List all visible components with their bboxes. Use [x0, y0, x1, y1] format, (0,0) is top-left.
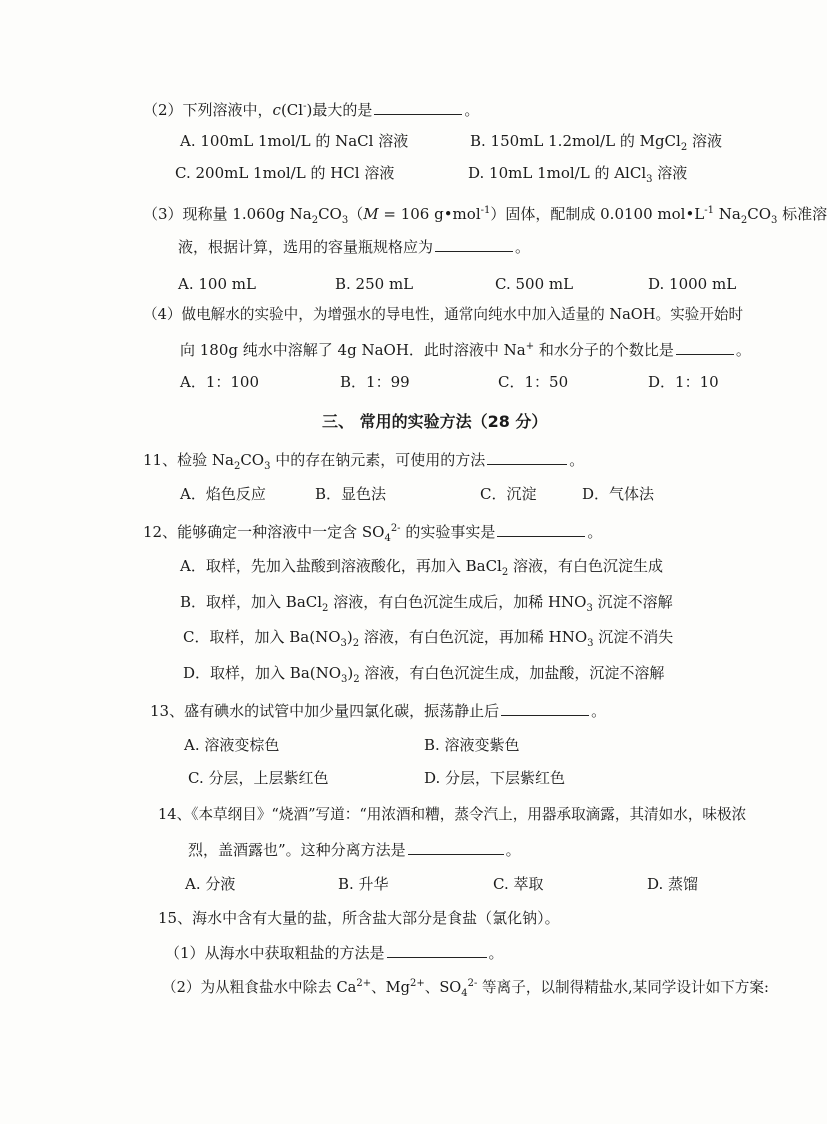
- q2-answer-blank[interactable]: [374, 100, 462, 115]
- q3-line2-end: 。: [515, 238, 531, 256]
- q2-stem-end: 。: [464, 101, 480, 119]
- q3-text-e: ）固体，配制成 0.0100 mol•L: [490, 205, 705, 223]
- q2-stem-after: )最大的是: [306, 101, 373, 119]
- q3-answer-blank[interactable]: [435, 237, 513, 252]
- q12-option-b[interactable]: [180, 592, 673, 612]
- q12-option-a[interactable]: [180, 556, 663, 576]
- q11-sub-1: 2: [233, 461, 241, 472]
- q2-stem: [143, 100, 479, 120]
- q12-option-b-mid: 溶液，有白色沉淀生成后，加稀 HNO: [328, 593, 587, 611]
- q4-line2-text: 向 180g 纯水中溶解了 4g NaOH．此时溶液中 Na: [180, 341, 526, 359]
- q3-text-h: 标准溶: [777, 205, 827, 223]
- q13-stem-end: 。: [591, 702, 607, 720]
- q14-stem-line2: [188, 840, 521, 860]
- q15-part1-answer-blank[interactable]: [387, 943, 487, 958]
- q12-option-c[interactable]: [183, 627, 673, 647]
- q3-text-c: （: [348, 205, 364, 223]
- q15-part1-text: （1）从海水中获取粗盐的方法是: [165, 944, 385, 962]
- q2-option-b-sub: 2: [680, 142, 688, 153]
- q15-part2-text-c: 、SO: [424, 979, 462, 996]
- q12-text-a: 12、能够确定一种溶液中一定含 SO: [143, 523, 385, 541]
- q3-sub-4: 3: [771, 215, 778, 226]
- q14-stem-line1: 14、《本草纲目》“烧酒”写道：“用浓酒和糟，蒸令汽上，用器承取滴露，其清如水，味极浓: [158, 806, 747, 823]
- q12-option-d-sub2: 2: [353, 674, 360, 685]
- q3-molar-symbol: M: [363, 205, 379, 223]
- q12-option-c-sub2: 2: [352, 638, 360, 649]
- q2-option-d-post: 溶液: [652, 164, 688, 182]
- q3-line2-text: 液，根据计算，选用的容量瓶规格应为: [178, 238, 434, 256]
- q4-option-b[interactable]: B．1：99: [340, 373, 410, 391]
- q12-option-b-post: 沉淀不溶解: [592, 593, 673, 611]
- q12-sub: 4: [384, 533, 391, 544]
- q3-text-b: CO: [318, 205, 342, 223]
- q12-charge: 2-: [390, 523, 401, 534]
- q11-stem-end: 。: [569, 451, 585, 469]
- q15-so4-charge: 2-: [467, 978, 478, 990]
- q14-line2-text: 烈，盖酒露也”。这种分离方法是: [188, 841, 406, 859]
- q2-option-b[interactable]: [470, 131, 722, 151]
- q14-option-c[interactable]: C. 萃取: [493, 875, 544, 893]
- q12-option-d-post: 溶液，有白色沉淀生成，加盐酸，沉淀不溶解: [359, 664, 665, 682]
- q12-option-c-sub: 3: [340, 638, 347, 649]
- q12-option-c-mid2: 溶液，有白色沉淀，再加稀 HNO: [359, 628, 588, 646]
- q12-text-b: 的实验事实是: [400, 523, 496, 541]
- q12-option-d-text: D．取样，加入 Ba(NO: [183, 664, 342, 682]
- q11-text-c: 中的存在钠元素，可使用的方法: [270, 451, 486, 469]
- q15-part2-text-d: 等离子，以制得精盐水,某同学设计如下方案:: [477, 979, 769, 996]
- q2-c-symbol: c: [272, 101, 281, 119]
- q4-option-a[interactable]: A．1：100: [180, 373, 260, 391]
- q4-answer-blank[interactable]: [676, 340, 734, 355]
- q12-option-d-mid: ): [347, 664, 354, 682]
- q4-line2-end: 。: [735, 341, 751, 359]
- section-3-title: 三、 常用的实验方法（28 分）: [322, 412, 548, 431]
- q12-option-c-mid: ): [346, 628, 353, 646]
- q12-option-a-text: A．取样，先加入盐酸到溶液酸化，再加入 BaCl: [180, 557, 502, 575]
- q12-option-c-text: C．取样，加入 Ba(NO: [183, 628, 341, 646]
- q2-option-b-post: 溶液: [687, 132, 722, 150]
- q12-option-c-post: 沉淀不消失: [593, 628, 674, 646]
- q14-option-a[interactable]: A. 分液: [185, 875, 236, 893]
- q2-option-b-text: B. 150mL 1.2mol/L 的 MgCl: [470, 132, 681, 150]
- q3-sup-1: -1: [480, 205, 491, 216]
- q3-text-d: = 106 g•mol: [378, 205, 481, 223]
- q3-option-d[interactable]: D. 1000 mL: [648, 275, 737, 293]
- q12-option-a-sub: 2: [501, 567, 509, 578]
- q14-answer-blank[interactable]: [408, 840, 504, 855]
- q15-part2-text-b: 、Mg: [371, 979, 410, 996]
- q11-option-c[interactable]: C．沉淀: [480, 485, 537, 503]
- q13-stem-text: 13、盛有碘水的试管中加少量四氯化碳，振荡静止后: [150, 702, 500, 720]
- q4-stem-line2: [180, 340, 751, 360]
- q2-option-c[interactable]: C. 200mL 1mol/L 的 HCl 溶液: [175, 164, 395, 182]
- q13-option-d[interactable]: D. 分层，下层紫红色: [424, 769, 566, 787]
- q12-answer-blank[interactable]: [497, 522, 585, 537]
- q2-option-a[interactable]: A. 100mL 1mol/L 的 NaCl 溶液: [180, 132, 409, 150]
- q4-stem-line1: （4）做电解水的实验中，为增强水的导电性，通常向纯水中加入适量的 NaOH。实验开始时: [143, 306, 744, 323]
- q4-option-d[interactable]: D．1：10: [648, 373, 719, 391]
- q11-text-b: CO: [240, 451, 265, 469]
- q11-stem: [143, 450, 584, 470]
- q15-mg-charge: 2+: [409, 978, 425, 990]
- q14-option-b[interactable]: B. 升华: [338, 875, 389, 893]
- q3-sub-1: 2: [311, 215, 319, 226]
- q3-text-a: （3）现称量 1.060g Na: [143, 205, 312, 223]
- q11-option-b[interactable]: B．显色法: [315, 485, 387, 503]
- q14-line2-end: 。: [505, 841, 521, 859]
- q4-na-charge: +: [525, 341, 535, 352]
- q3-sub-3: 2: [740, 215, 748, 226]
- q3-sub-2: 3: [341, 215, 349, 226]
- q12-option-a-post: 溶液，有白色沉淀生成: [508, 557, 663, 575]
- q2-option-d-text: D. 10mL 1mol/L 的 AlCl: [468, 164, 647, 182]
- q15-so4-sub: 4: [461, 987, 468, 999]
- q15-ca-charge: 2+: [356, 978, 372, 990]
- q13-stem: [150, 701, 606, 721]
- q3-sup-2: -1: [704, 205, 715, 216]
- q3-stem-line1: [143, 204, 827, 224]
- q2-option-d-sub: 3: [646, 174, 653, 185]
- q12-stem-end: 。: [587, 523, 603, 541]
- q12-option-b-text: B．取样，加入 BaCl: [180, 593, 323, 611]
- q15-part2: [162, 978, 769, 998]
- q3-stem-line2: [178, 237, 530, 257]
- q11-option-a[interactable]: A．焰色反应: [180, 485, 266, 503]
- q2-cl: (Cl: [280, 101, 304, 119]
- q3-option-c[interactable]: C. 500 mL: [495, 275, 574, 293]
- q12-stem: [143, 522, 602, 542]
- q12-option-d-sub: 3: [341, 674, 348, 685]
- q4-line2-text-b: 和水分子的个数比是: [534, 341, 674, 359]
- q4-option-c[interactable]: C．1：50: [498, 373, 569, 391]
- q11-option-d[interactable]: D．气体法: [582, 485, 655, 503]
- q15-part1-end: 。: [488, 944, 504, 962]
- q3-text-f: Na: [714, 205, 741, 223]
- q12-option-b-sub2: 3: [586, 603, 593, 614]
- q2-stem-text: （2）下列溶液中，: [143, 101, 273, 119]
- q3-option-b[interactable]: B. 250 mL: [335, 275, 414, 293]
- q13-answer-blank[interactable]: [501, 701, 589, 716]
- q15-stem: 15、海水中含有大量的盐，所含盐大部分是食盐（氯化钠）。: [158, 909, 560, 927]
- q15-part2-text-a: （2）为从粗食盐水中除去 Ca: [162, 979, 357, 996]
- q11-sub-2: 3: [264, 461, 271, 472]
- q13-option-c[interactable]: C. 分层，上层紫红色: [188, 769, 329, 787]
- q11-text-a: 11、检验 Na: [143, 451, 234, 469]
- q13-option-a[interactable]: A. 溶液变棕色: [184, 736, 280, 754]
- q15-part1: [165, 943, 504, 963]
- q2-cl-charge: -: [303, 101, 307, 112]
- q2-option-d[interactable]: [468, 163, 687, 183]
- q11-answer-blank[interactable]: [487, 450, 567, 465]
- q14-option-d[interactable]: D. 蒸馏: [647, 875, 699, 893]
- q12-option-d[interactable]: [183, 663, 664, 683]
- q3-option-a[interactable]: A. 100 mL: [178, 275, 256, 293]
- q12-option-b-sub: 2: [322, 603, 329, 614]
- q13-option-b[interactable]: B. 溶液变紫色: [424, 736, 520, 754]
- q3-text-g: CO: [747, 205, 772, 223]
- q12-option-c-sub3: 3: [587, 638, 594, 649]
